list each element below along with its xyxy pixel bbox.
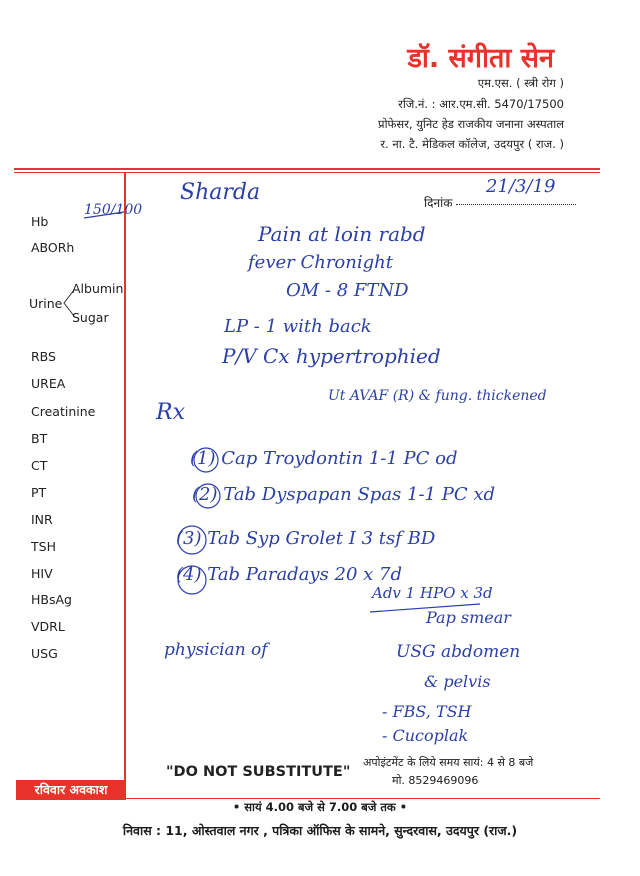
test-item: HBsAg — [31, 592, 72, 607]
test-hb: Hb — [31, 214, 49, 229]
doctor-name: डॉ. संगीता सेन — [407, 43, 554, 74]
do-not-substitute-notice: "DO NOT SUBSTITUTE" — [166, 764, 351, 780]
test-item: UREA — [31, 376, 66, 391]
residence-address: निवास : 11, ओस्तवाल नगर , पत्रिका ऑफिस के सामने, सुन्दरवास, उदयपुर (राज.) — [122, 823, 518, 838]
test-item: HIV — [31, 566, 53, 581]
handwritten-hb-value: 150/100 — [84, 202, 143, 218]
mobile-number: मो. 8529469096 — [392, 774, 479, 787]
handwritten-investigation: - FBS, TSH — [382, 702, 472, 721]
handwritten-date: 21/3/19 — [486, 176, 556, 197]
handwritten-pv-note: Ut AVAF (R) & fung. thickened — [328, 388, 547, 404]
test-item: PT — [31, 485, 47, 500]
test-item: INR — [31, 512, 53, 527]
handwritten-patient-name: Sharda — [180, 180, 261, 205]
test-item: CT — [31, 458, 48, 473]
doctor-designation: प्रोफेसर, युनिट हेड राजकीय जनाना अस्पताल — [378, 117, 564, 131]
handwritten-complaint: Pain at loin rabd — [258, 222, 426, 246]
clinic-timing: • सायं 4.00 बजे से 7.00 बजे तक • — [232, 800, 408, 814]
handwritten-advice: Adv 1 HPO x 3d — [372, 584, 493, 602]
handwritten-complaint: fever Chronight — [248, 252, 393, 273]
test-sugar: Sugar — [72, 310, 109, 325]
handwritten-medication: (2) Tab Dyspapan Spas 1-1 PC xd — [192, 484, 495, 505]
handwritten-lp-note: LP - 1 with back — [224, 316, 372, 337]
test-item: VDRL — [31, 619, 65, 634]
test-item: USG — [31, 646, 58, 661]
handwritten-rx-symbol: Rx — [156, 400, 185, 425]
doctor-qualification: एम.एस. ( स्त्री रोग ) — [477, 76, 564, 90]
appointment-timing: अपोइंटमेंट के लिये समय सायं: 4 से 8 बजे — [363, 756, 534, 769]
test-urine: Urine — [29, 296, 63, 311]
test-item: TSH — [31, 539, 56, 554]
test-aborh: ABORh — [31, 240, 75, 255]
handwritten-pv-note: P/V Cx hypertrophied — [222, 344, 441, 368]
sunday-holiday-badge: रविवार अवकाश — [16, 780, 126, 800]
handwritten-obstetric-history: OM - 8 FTND — [286, 280, 409, 301]
test-albumin: Albumin — [72, 281, 124, 296]
test-item: RBS — [31, 349, 56, 364]
date-label: दिनांक — [424, 196, 453, 210]
test-item: Creatinine — [31, 404, 96, 419]
handwritten-referral: physician of — [164, 640, 268, 660]
test-item: BT — [31, 431, 48, 446]
registration-number: रजि.नं. : आर.एम.सी. 5470/17500 — [398, 97, 564, 111]
handwritten-investigation: & pelvis — [424, 672, 491, 691]
handwritten-medication: (3) Tab Syp Grolet I 3 tsf BD — [176, 528, 436, 549]
handwritten-medication: (1) Cap Troydontin 1-1 PC od — [190, 448, 458, 469]
handwritten-investigation: - Cucoplak — [382, 726, 469, 745]
handwritten-investigation: USG abdomen — [396, 642, 521, 662]
college-name: र. ना. टै. मेडिकल कॉलेज, उदयपुर ( राज. ) — [380, 137, 564, 151]
handwritten-advice: Pap smear — [426, 608, 511, 627]
handwritten-medication: (4) Tab Paradays 20 x 7d — [176, 564, 403, 585]
